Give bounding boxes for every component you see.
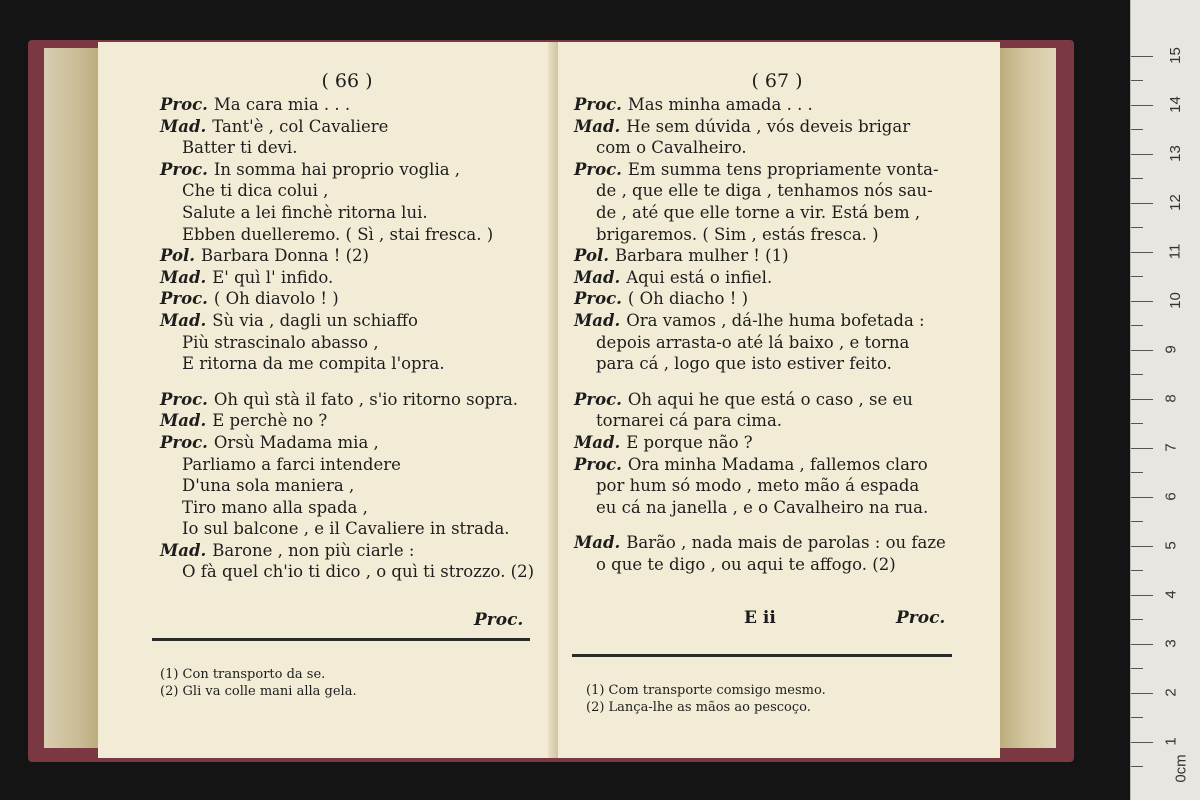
speaker-label: Proc. [160,389,208,409]
ruler-unit-label: 0cm [1172,754,1190,783]
ruler-tick [1131,693,1153,694]
ruler-tick [1131,105,1153,106]
line-text: E' quì l' infido. [212,267,334,287]
line-text: D'una sola maniera , [182,476,355,496]
line-text: de , até que elle torne a vir. Está bem , [596,202,921,222]
ruler-tick [1131,178,1143,179]
text-line [574,332,980,354]
line-text: Salute a lei finchè ritorna lui. [182,202,428,222]
ruler-tick [1131,766,1143,767]
speaker-label: Mad. [160,310,207,330]
ruler-tick [1131,399,1153,400]
line-text: Barone , non più ciarle : [212,540,415,560]
ruler-number: 1 [1162,737,1180,746]
speaker-label: Mad. [574,267,621,287]
line-text: Tant'è , col Cavaliere [212,116,389,136]
line-text: ( Oh diavolo ! ) [213,289,339,309]
ruler-number: 14 [1166,96,1184,113]
text-line [160,116,534,138]
footnote-rule [152,638,530,641]
line-text: Barão , nada mais de parolas : ou faze [626,533,946,553]
ruler-number: 12 [1166,194,1184,211]
ruler-number: 7 [1162,443,1180,452]
text-line [574,389,980,411]
text-line [574,288,980,310]
line-text: Em summa tens propriamente vonta- [627,159,939,179]
line-text: Orsù Madama mia , [213,432,379,452]
line-text: Io sul balcone , e il Cavaliere in strada. [182,519,510,539]
line-text: o que te digo , ou aqui te affogo. (2) [596,554,896,574]
footnotes [586,682,826,716]
text-line [160,518,534,540]
left-page [98,42,556,758]
speaker-label: Proc. [160,95,208,114]
text-line [574,475,980,497]
line-text: Batter ti devi. [182,138,298,158]
text-line [160,245,534,267]
text-line [160,410,534,432]
speaker-label: Proc. [574,454,622,474]
line-text: Più strascinalo abasso , [182,332,379,352]
ruler-number: 13 [1166,145,1184,162]
line-text: brigaremos. ( Sim , estás fresca. ) [596,224,879,244]
ruler-tick [1131,301,1153,302]
page-number: ( 66 ) [321,70,373,92]
speaker-label: Mad. [574,533,621,553]
measurement-ruler [1130,0,1200,800]
text-line [160,224,534,246]
line-text: Sù via , dagli un schiaffo [212,310,418,330]
text-line [160,353,534,375]
ruler-tick [1131,276,1143,277]
text-line [574,554,980,576]
ruler-tick [1131,227,1143,228]
ruler-tick [1131,570,1143,571]
page-edges-left [44,48,104,748]
line-text: Ora vamos , dá-lhe huma bofetada : [626,310,925,330]
text-line [574,245,980,267]
ruler-number: 8 [1162,394,1180,403]
text-line [160,288,534,310]
speaker-label: Mad. [160,116,207,136]
line-text: Che ti dica colui , [182,181,329,201]
line-text: O fà quel ch'io ti dico , o quì ti strozzo. (2) [182,562,535,582]
ruler-tick [1131,129,1143,130]
text-line [574,202,980,224]
speaker-label: Proc. [160,289,208,309]
text-line [574,94,980,116]
line-text: Ora minha Madama , fallemos claro [627,454,928,474]
text-line [160,497,534,519]
speaker-label: Proc. [574,289,622,309]
line-text: Mas minha amada . . . [627,95,813,114]
line-text: tornarei cá para cima. [596,411,783,431]
ruler-number: 5 [1162,541,1180,550]
ruler-tick [1131,497,1153,498]
text-line [574,224,980,246]
ruler-tick [1131,619,1143,620]
catchword: Proc. [474,610,524,630]
text-line [160,475,534,497]
ruler-tick [1131,203,1153,204]
text-line [160,94,534,116]
speaker-label: Mad. [160,540,207,560]
text-block [574,94,980,575]
text-line [574,137,980,159]
text-line [574,497,980,519]
ruler-number: 3 [1162,639,1180,648]
speaker-label: Proc. [574,389,622,409]
ruler-tick [1131,350,1153,351]
footnote: (1) Con transporto da se. [160,667,326,682]
line-text: Aqui está o infiel. [626,267,773,287]
text-line [574,180,980,202]
text-line [160,561,534,583]
text-block [160,94,534,583]
text-line [574,116,980,138]
text-line [160,310,534,332]
footnote: (2) Gli va colle mani alla gela. [160,684,357,699]
speaker-label: Mad. [160,411,207,431]
line-text: ( Oh diacho ! ) [627,289,749,309]
ruler-tick [1131,423,1143,424]
footnote: (1) Com transporte comsigo mesmo. [586,683,826,698]
line-text: por hum só modo , meto mão á espada [596,476,920,496]
line-text: He sem dúvida , vós deveis brigar [626,116,911,136]
speaker-label: Mad. [574,432,621,452]
text-line [574,353,980,375]
line-text: Ebben duelleremo. ( Sì , stai fresca. ) [182,224,494,244]
text-line [160,202,534,224]
line-text: eu cá na janella , e o Cavalheiro na rua. [596,497,929,517]
ruler-tick [1131,546,1153,547]
footnote: (2) Lança-lhe as mãos ao pescoço. [586,700,811,715]
line-text: Barbara mulher ! (1) [614,246,789,266]
text-line [574,532,980,554]
line-text: Barbara Donna ! (2) [200,246,369,266]
speaker-label: Proc. [160,159,208,179]
text-line [574,410,980,432]
text-line [574,454,980,476]
ruler-number: 15 [1166,47,1184,64]
signature-mark: E ii [744,608,776,628]
page-number: ( 67 ) [751,70,803,92]
ruler-tick [1131,521,1143,522]
ruler-tick [1131,325,1143,326]
ruler-number: 4 [1162,590,1180,599]
text-line [574,310,980,332]
catchword: Proc. [896,608,946,628]
ruler-tick [1131,252,1153,253]
ruler-tick [1131,472,1143,473]
ruler-tick [1131,668,1143,669]
text-line [160,180,534,202]
ruler-tick [1131,154,1153,155]
speaker-label: Pol. [160,246,195,266]
ruler-tick [1131,742,1153,743]
text-line [160,137,534,159]
line-text: In somma hai proprio voglia , [213,159,461,179]
line-text: com o Cavalheiro. [596,138,747,158]
text-line [160,454,534,476]
text-line [574,159,980,181]
line-text: E ritorna da me compita l'opra. [182,354,445,374]
text-line [160,540,534,562]
right-page [558,42,1000,758]
page-edges-right [996,48,1056,748]
speaker-label: Proc. [574,159,622,179]
text-line [160,389,534,411]
ruler-tick [1131,374,1143,375]
line-text: depois arrasta-o até lá baixo , e torna [596,332,910,352]
text-line [574,267,980,289]
text-line [160,159,534,181]
speaker-label: Mad. [574,116,621,136]
speaker-label: Proc. [160,432,208,452]
speaker-label: Pol. [574,246,609,266]
line-text: Oh quì stà il fato , s'io ritorno sopra. [213,389,519,409]
text-line [160,267,534,289]
ruler-tick [1131,448,1153,449]
text-line [574,432,980,454]
ruler-tick [1131,644,1153,645]
ruler-tick [1131,80,1143,81]
ruler-number: 2 [1162,688,1180,697]
ruler-tick [1131,717,1143,718]
footnote-rule [572,654,952,657]
line-text: para cá , logo que isto estiver feito. [596,354,892,374]
speaker-label: Mad. [574,310,621,330]
ruler-number: 10 [1166,292,1184,309]
speaker-label: Mad. [160,267,207,287]
ruler-number: 9 [1162,345,1180,354]
line-text: Oh aqui he que está o caso , se eu [627,389,913,409]
ruler-tick [1131,595,1153,596]
line-text: Parliamo a farci intendere [182,454,401,474]
line-text: Ma cara mia . . . [213,95,351,114]
speaker-label: Proc. [574,95,622,114]
line-text: de , que elle te diga , tenhamos nós sau- [596,181,933,201]
line-text: E porque não ? [626,432,753,452]
ruler-tick [1131,56,1153,57]
text-line [160,332,534,354]
line-text: E perchè no ? [212,411,328,431]
text-line [160,432,534,454]
ruler-number: 6 [1162,492,1180,501]
line-text: Tiro mano alla spada , [182,497,368,517]
ruler-number: 11 [1166,243,1184,260]
footnotes [160,666,357,700]
